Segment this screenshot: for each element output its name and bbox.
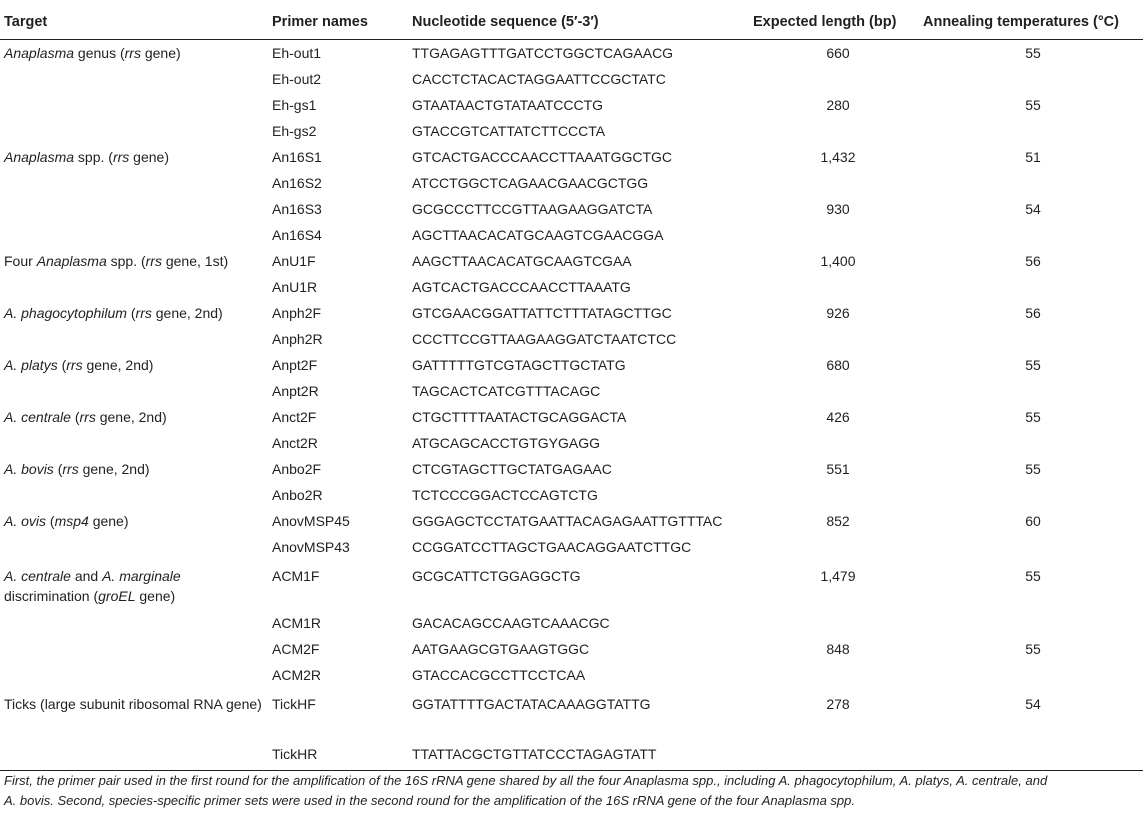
target-cell xyxy=(0,534,266,560)
primer-name: ACM2F xyxy=(272,641,320,657)
table-row xyxy=(0,560,1143,610)
primer-name: Anph2F xyxy=(272,305,322,321)
annealing-temp: 55 xyxy=(1025,568,1041,584)
annealing-temp: 54 xyxy=(1025,696,1041,712)
target-cell xyxy=(0,430,266,456)
target-gene: rrs xyxy=(62,461,79,477)
nucleotide-sequence: GTCACTGACCCAACCTTAAATGGCTGC xyxy=(412,149,673,165)
nucleotide-sequence: ATCCTGGCTCAGAACGAACGCTGG xyxy=(412,175,649,191)
annealing-temp: 56 xyxy=(1025,305,1041,321)
expected-length xyxy=(753,118,923,144)
target-gene: msp4 xyxy=(54,513,89,529)
target-cell xyxy=(0,378,266,404)
target-cell xyxy=(0,352,266,378)
primer-name: TickHR xyxy=(266,738,412,771)
annealing-temp xyxy=(923,738,1143,771)
annealing-temp: 55 xyxy=(1025,97,1041,113)
annealing-temp: 55 xyxy=(1025,357,1041,373)
nucleotide-sequence: AGCTTAACACATGCAAGTCGAACGGA xyxy=(412,227,664,243)
table-row xyxy=(0,534,1143,560)
expected-length xyxy=(753,170,923,196)
target-cell xyxy=(0,636,266,662)
expected-length xyxy=(753,222,923,248)
expected-length xyxy=(753,378,923,404)
table-footnote xyxy=(4,771,1134,811)
target-text: gene, 2nd) xyxy=(82,357,154,373)
header-row xyxy=(0,4,1143,40)
header-target: Target xyxy=(0,4,266,40)
target-text: gene, 2nd) xyxy=(78,461,150,477)
target-text: gene, 1st) xyxy=(161,253,229,269)
expected-length: 930 xyxy=(826,201,850,217)
primer-name: Anpt2R xyxy=(272,383,319,399)
annealing-temp xyxy=(923,274,1143,300)
expected-length xyxy=(753,66,923,92)
target-gene: rrs xyxy=(145,253,162,269)
table-row xyxy=(0,636,1143,662)
footnote-line-2: A. bovis. Second, species-specific primer sets were used in the second round for the amplification of the 16S rRNA gene of the four Anaplasma spp. xyxy=(4,793,855,808)
primer-name: An16S4 xyxy=(272,227,322,243)
target-cell xyxy=(0,144,266,170)
expected-length: 926 xyxy=(826,305,850,321)
annealing-temp xyxy=(923,66,1143,92)
target-text: ( xyxy=(53,461,63,477)
nucleotide-sequence: ATGCAGCACCTGTGYGAGG xyxy=(412,435,600,451)
table-row xyxy=(0,688,1143,738)
expected-length xyxy=(753,610,923,636)
annealing-temp: 55 xyxy=(1025,409,1041,425)
target-gene: groEL xyxy=(98,588,136,604)
target-gene: rrs xyxy=(112,149,130,165)
target-cell xyxy=(0,170,266,196)
nucleotide-sequence: GTCGAACGGATTATTCTTTATAGCTTGC xyxy=(412,305,672,321)
expected-length xyxy=(753,534,923,560)
target-cell xyxy=(0,40,266,67)
table-row xyxy=(0,404,1143,430)
primer-name: An16S1 xyxy=(272,149,322,165)
expected-length xyxy=(753,482,923,508)
table-row xyxy=(0,222,1143,248)
nucleotide-sequence: GTAATAACTGTATAATCCCTG xyxy=(412,97,604,113)
target-text: gene) xyxy=(135,588,176,604)
header-expected-length: Expected length (bp) xyxy=(753,4,923,40)
target-text: gene) xyxy=(140,45,181,61)
target-organism: A. phagocytophilum xyxy=(4,305,127,321)
nucleotide-sequence: CCGGATCCTTAGCTGAACAGGAATCTTGC xyxy=(412,539,692,555)
primer-name: Eh-gs2 xyxy=(272,123,317,139)
target-cell xyxy=(0,560,266,610)
target-text: Four xyxy=(4,253,37,269)
table-row xyxy=(0,66,1143,92)
expected-length: 426 xyxy=(826,409,850,425)
expected-length: 852 xyxy=(826,513,850,529)
target-organism: A. platys xyxy=(4,357,58,373)
annealing-temp xyxy=(923,662,1143,688)
primer-name: Anct2F xyxy=(272,409,317,425)
expected-length xyxy=(753,274,923,300)
primer-name: AnovMSP43 xyxy=(272,539,350,555)
nucleotide-sequence: AAGCTTAACACATGCAAGTCGAA xyxy=(412,253,632,269)
nucleotide-sequence: TTATTACGCTGTTATCCCTAGAGTATT xyxy=(412,738,753,771)
target-text: discrimination ( xyxy=(4,588,99,604)
target-organism: Anaplasma xyxy=(36,253,107,269)
target-gene: rrs xyxy=(66,357,83,373)
annealing-temp: 54 xyxy=(1025,201,1041,217)
annealing-temp: 55 xyxy=(1025,45,1041,61)
nucleotide-sequence: TAGCACTCATCGTTTACAGC xyxy=(412,383,601,399)
table-row xyxy=(0,248,1143,274)
table-row xyxy=(0,738,1143,771)
primer-name: ACM1R xyxy=(272,615,322,631)
target-text: spp. ( xyxy=(106,253,146,269)
table-row xyxy=(0,118,1143,144)
expected-length: 1,400 xyxy=(820,253,856,269)
expected-length xyxy=(753,738,923,771)
annealing-temp xyxy=(923,222,1143,248)
primer-name: Anct2R xyxy=(272,435,318,451)
target-text: gene) xyxy=(129,149,169,165)
table-body xyxy=(0,40,1143,771)
nucleotide-sequence: AGTCACTGACCCAACCTTAAATG xyxy=(412,279,631,295)
primer-name: AnovMSP45 xyxy=(272,513,350,529)
primer-name: An16S3 xyxy=(272,201,322,217)
target-text: genus ( xyxy=(74,45,125,61)
target-cell xyxy=(0,196,266,222)
table-row xyxy=(0,196,1143,222)
primer-name: ACM2R xyxy=(272,667,322,683)
annealing-temp: 55 xyxy=(1025,461,1041,477)
target-organism: A. ovis xyxy=(4,513,47,529)
primer-name: Anbo2F xyxy=(272,461,322,477)
table-row xyxy=(0,482,1143,508)
target-text: spp. ( xyxy=(74,149,113,165)
target-cell xyxy=(0,300,266,326)
target-organism: Anaplasma xyxy=(4,45,75,61)
table-row xyxy=(0,40,1143,67)
target-text: gene, 2nd) xyxy=(151,305,223,321)
expected-length: 1,432 xyxy=(820,149,856,165)
expected-length: 551 xyxy=(826,461,850,477)
target-organism: A. bovis xyxy=(4,461,54,477)
table-row xyxy=(0,662,1143,688)
primer-name: Eh-out1 xyxy=(272,45,322,61)
expected-length: 280 xyxy=(826,97,850,113)
table-row xyxy=(0,352,1143,378)
primer-name: Anph2R xyxy=(272,331,323,347)
target-cell xyxy=(0,66,266,92)
target-cell xyxy=(0,326,266,352)
target-text: ( xyxy=(57,357,67,373)
expected-length: 680 xyxy=(826,357,850,373)
nucleotide-sequence: AATGAAGCGTGAAGTGGC xyxy=(412,641,590,657)
expected-length: 1,479 xyxy=(820,568,856,584)
primer-name: AnU1F xyxy=(272,253,316,269)
annealing-temp xyxy=(923,326,1143,352)
table-row xyxy=(0,92,1143,118)
primer-name: Eh-gs1 xyxy=(272,97,317,113)
nucleotide-sequence: GGGAGCTCCTATGAATTACAGAGAATTGTTTAC xyxy=(412,513,723,529)
target-text: and xyxy=(70,568,103,584)
nucleotide-sequence: GTACCACGCCTTCCTCAA xyxy=(412,667,586,683)
target-cell xyxy=(0,738,266,771)
nucleotide-sequence: GTACCGTCATTATCTTCCCTA xyxy=(412,123,606,139)
target-cell xyxy=(0,118,266,144)
table-row xyxy=(0,378,1143,404)
nucleotide-sequence: CCCTTCCGTTAAGAAGGATCTAATCTCC xyxy=(412,331,677,347)
table-row xyxy=(0,326,1143,352)
annealing-temp: 55 xyxy=(1025,641,1041,657)
nucleotide-sequence: TTGAGAGTTTGATCCTGGCTCAGAACG xyxy=(412,45,674,61)
target-cell xyxy=(0,274,266,300)
annealing-temp xyxy=(923,170,1143,196)
primer-table xyxy=(0,4,1143,771)
target-cell xyxy=(0,222,266,248)
nucleotide-sequence: GCGCATTCTGGAGGCTG xyxy=(412,568,581,584)
header-primer-names: Primer names xyxy=(266,4,412,40)
target-cell xyxy=(0,248,266,274)
expected-length xyxy=(753,430,923,456)
target-cell xyxy=(0,92,266,118)
target-organism: A. marginale xyxy=(102,568,181,584)
annealing-temp: 60 xyxy=(1025,513,1041,529)
target-cell xyxy=(0,662,266,688)
nucleotide-sequence: CTGCTTTTAATACTGCAGGACTA xyxy=(412,409,627,425)
primer-name: Anpt2F xyxy=(272,357,318,373)
nucleotide-sequence: GACACAGCCAAGTCAAACGC xyxy=(412,615,610,631)
header-sequence: Nucleotide sequence (5′-3′) xyxy=(412,4,753,40)
target-text: gene, 2nd) xyxy=(95,409,167,425)
table-row xyxy=(0,274,1143,300)
annealing-temp xyxy=(923,378,1143,404)
table-row xyxy=(0,456,1143,482)
table-row xyxy=(0,300,1143,326)
target-gene: rrs xyxy=(124,45,141,61)
nucleotide-sequence: GATTTTTGTCGTAGCTTGCTATG xyxy=(412,357,626,373)
nucleotide-sequence: CTCGTAGCTTGCTATGAGAAC xyxy=(412,461,612,477)
annealing-temp xyxy=(923,534,1143,560)
nucleotide-sequence: GCGCCCTTCCGTTAAGAAGGATCTA xyxy=(412,201,653,217)
nucleotide-sequence: TCTCCCGGACTCCAGTCTG xyxy=(412,487,598,503)
target-cell xyxy=(0,482,266,508)
target-text: ( xyxy=(70,409,80,425)
target-organism: A. centrale xyxy=(4,568,71,584)
annealing-temp xyxy=(923,482,1143,508)
table-row xyxy=(0,170,1143,196)
nucleotide-sequence: GGTATTTTGACTATACAAAGGTATTG xyxy=(412,696,651,712)
table-row xyxy=(0,610,1143,636)
expected-length: 660 xyxy=(826,45,850,61)
target-text: gene) xyxy=(88,513,129,529)
target-text: ( xyxy=(126,305,136,321)
primer-name: ACM1F xyxy=(272,568,320,584)
header-annealing-temp: Annealing temperatures (°C) xyxy=(923,4,1143,40)
target-organism: Anaplasma xyxy=(4,149,75,165)
annealing-temp xyxy=(923,118,1143,144)
expected-length xyxy=(753,662,923,688)
footnote-line-1: First, the primer pair used in the first round for the amplification of the 16S rRNA gene shared by all the four Anaplasma spp., including A. phagocytophilum, A. platys, A. centrale, and xyxy=(4,773,1048,788)
primer-name: An16S2 xyxy=(272,175,322,191)
annealing-temp: 51 xyxy=(1025,149,1041,165)
primer-name: Eh-out2 xyxy=(272,71,322,87)
target-organism: A. centrale xyxy=(4,409,71,425)
primer-name: Anbo2R xyxy=(272,487,323,503)
table-row xyxy=(0,430,1143,456)
target-gene: rrs xyxy=(135,305,152,321)
target-gene: rrs xyxy=(79,409,96,425)
target-cell xyxy=(0,610,266,636)
table-row xyxy=(0,144,1143,170)
annealing-temp: 56 xyxy=(1025,253,1041,269)
target-cell xyxy=(0,508,266,534)
target-cell xyxy=(0,456,266,482)
target-cell xyxy=(0,404,266,430)
target-cell: Ticks (large subunit ribosomal RNA gene) xyxy=(4,696,262,712)
annealing-temp xyxy=(923,610,1143,636)
target-text: ( xyxy=(46,513,55,529)
expected-length: 848 xyxy=(826,641,850,657)
annealing-temp xyxy=(923,430,1143,456)
nucleotide-sequence: CACCTCTACACTAGGAATTCCGCTATC xyxy=(412,71,666,87)
primer-name: AnU1R xyxy=(272,279,318,295)
primer-name: TickHF xyxy=(272,696,316,712)
expected-length xyxy=(753,326,923,352)
table-row xyxy=(0,508,1143,534)
expected-length: 278 xyxy=(826,696,850,712)
